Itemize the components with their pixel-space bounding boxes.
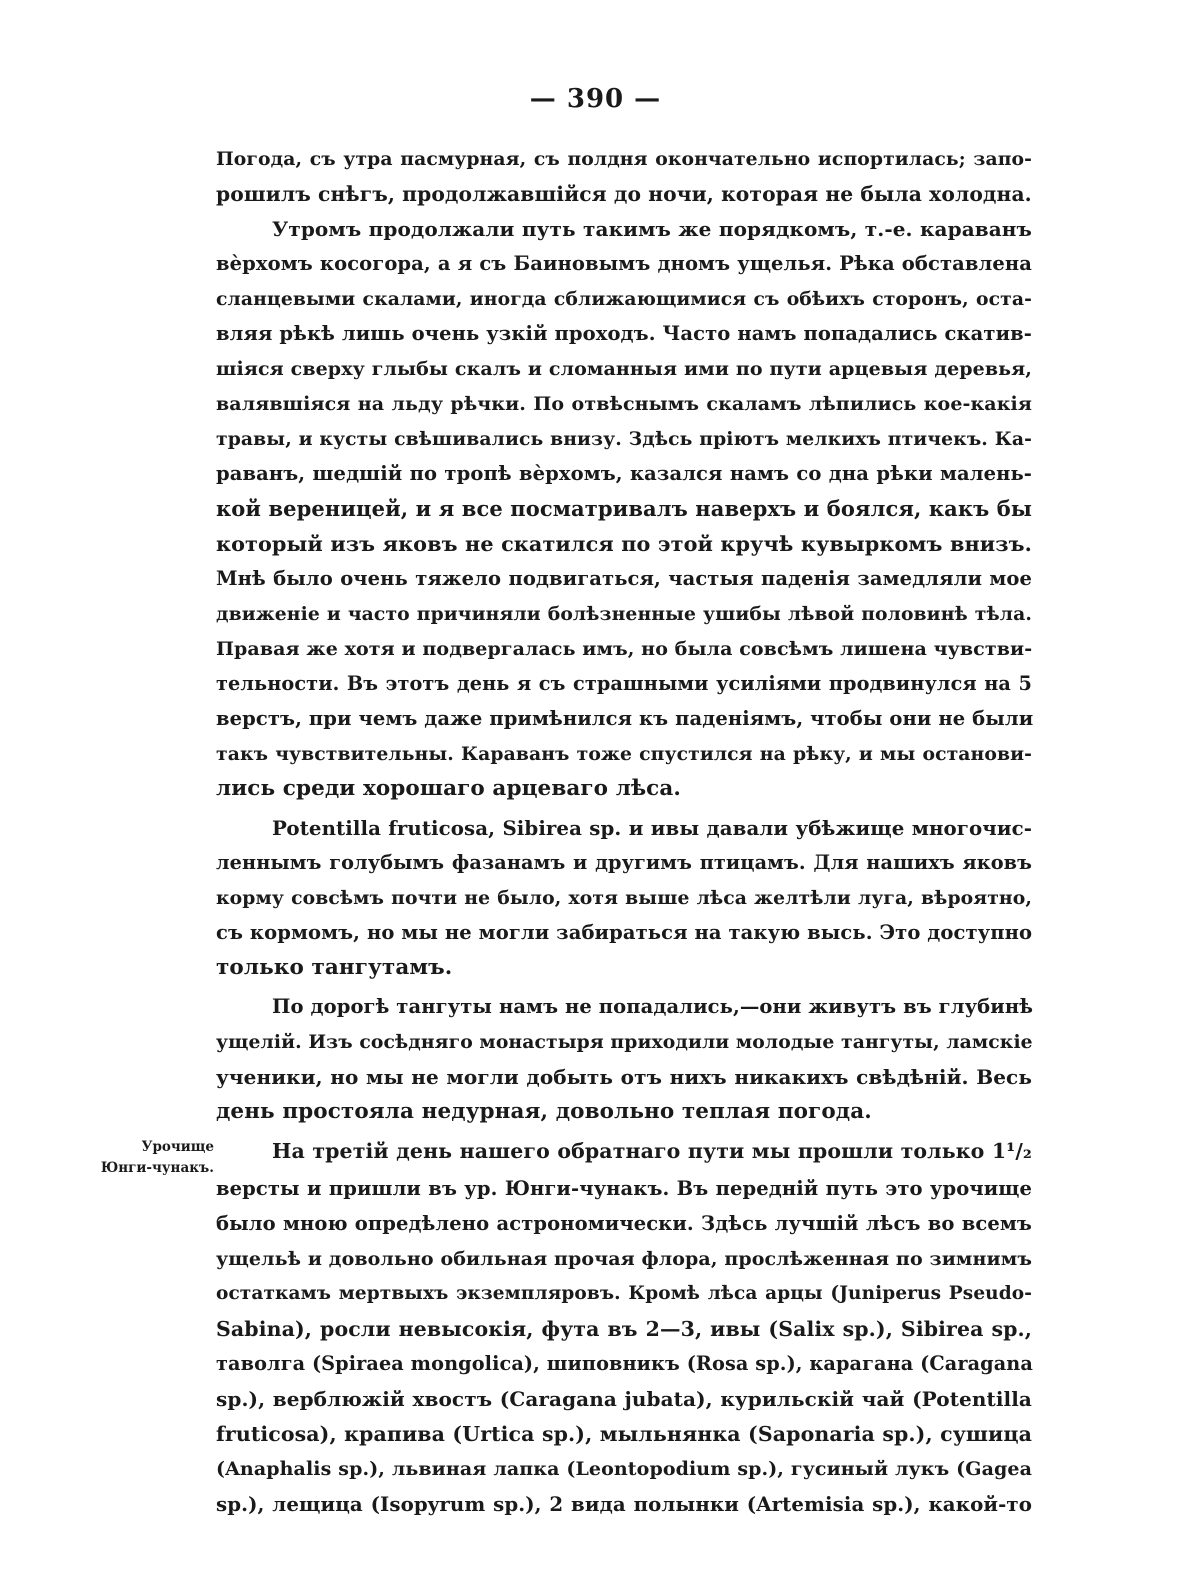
text-line: Мнѣ было очень тяжело подвигаться, частыя паденія замедляли мое xyxy=(216,567,1032,590)
text-line: верстъ, при чемъ даже примѣнился къ паденіямъ, чтобы они не были xyxy=(216,707,1034,730)
margin-note: Урочище xyxy=(141,1139,214,1155)
text-line: Погода, съ утра пасмурная, съ полдня окончательно испортилась; запо- xyxy=(216,148,1032,170)
text-line: ущелій. Изъ сосѣдняго монастыря приходили молодые тангуты, ламскіе xyxy=(216,1031,1033,1053)
text-line: было мною опредѣлено астрономически. Здѣсь лучшій лѣсъ во всемъ xyxy=(216,1212,1032,1235)
text-line: шіяся сверху глыбы скалъ и сломанныя ими по пути арцевыя деревья, xyxy=(216,358,1032,380)
text-line: только тангутамъ. xyxy=(216,955,453,980)
text-line: fruticosa), крапива (Urtica sp.), мыльнянка (Saponaria sp.), сушица xyxy=(216,1422,1032,1446)
text-line: съ кормомъ, но мы не могли забираться на такую высь. Это доступно xyxy=(216,921,1033,944)
text-line: движеніе и часто причиняли болѣзненные ушибы лѣвой половинѣ тѣла. xyxy=(216,603,1032,625)
margin-note: Юнги-чунакъ. xyxy=(100,1160,214,1176)
text-line: валявшіяся на льду рѣчки. По отвѣснымъ скаламъ лѣпились кое-какія xyxy=(216,393,1032,415)
text-line: ущельѣ и довольно обильная прочая флора, прослѣженная по зимнимъ xyxy=(216,1248,1032,1270)
text-line: такъ чувствительны. Караванъ тоже спустился на рѣку, и мы останови- xyxy=(216,743,1032,765)
text-line: раванъ, шедшій по тропѣ вѐрхомъ, казался намъ со дна рѣки малень- xyxy=(216,462,1032,485)
text-line: sp.), верблюжій хвостъ (Caragana jubata), курильскій чай (Potentilla xyxy=(216,1387,1032,1411)
text-line: Утромъ продолжали путь такимъ же порядкомъ, т.-е. караванъ xyxy=(272,217,1032,241)
text-line: остаткамъ мертвыхъ экземпляровъ. Кромѣ лѣса арцы (Juniperus Pseudo- xyxy=(216,1283,1032,1304)
text-line: Sabina), росли невысокія, фута въ 2—3, ивы (Salix sp.), Sibirea sp., xyxy=(216,1317,1032,1341)
text-line: По дорогѣ тангуты намъ не попадались,—они живутъ въ глубинѣ xyxy=(272,995,1034,1018)
text-line: таволга (Spiraea mongolica), шиповникъ (Rosa sp.), карагана (Caragana xyxy=(216,1352,1033,1375)
text-line: Правая же хотя и подвергалась имъ, но была совсѣмъ лишена чувстви- xyxy=(216,638,1033,660)
text-line: лись среди хорошаго арцеваго лѣса. xyxy=(216,776,681,801)
text-line: тельности. Въ этотъ день я съ страшными усиліями продвинулся на 5 xyxy=(216,672,1032,695)
text-line: сланцевыми скалами, иногда сближающимися съ обѣихъ сторонъ, оста- xyxy=(216,288,1032,310)
text-line: рошилъ снѣгъ, продолжавшійся до ночи, которая не была холодна. xyxy=(216,182,1032,206)
text-line: ученики, но мы не могли добыть отъ нихъ никакихъ свѣдѣній. Весь xyxy=(216,1065,1032,1089)
text-line: версты и пришли въ ур. Юнги-чунакъ. Въ передній путь это урочище xyxy=(216,1177,1032,1200)
text-line: который изъ яковъ не скатился по этой кручѣ кувыркомъ внизъ. xyxy=(216,532,1032,556)
text-line: вѐрхомъ косогора, а я съ Баиновымъ дномъ ущелья. Рѣка обставлена xyxy=(216,252,1032,275)
text-line: кой вереницей, и я все посматривалъ наверхъ и боялся, какъ бы xyxy=(216,496,1032,521)
text-line: На третій день нашего обратнаго пути мы прошли только 1¹/₂ xyxy=(272,1139,1032,1163)
page-number: — 390 — xyxy=(529,84,662,114)
text-line: Potentilla fruticosa, Sibirea sp. и ивы давали убѣжище многочис- xyxy=(272,816,1032,840)
text-line: леннымъ голубымъ фазанамъ и другимъ птицамъ. Для нашихъ яковъ xyxy=(216,851,1032,874)
text-line: травы, и кусты свѣшивались внизу. Здѣсь пріютъ мелкихъ птичекъ. Ка- xyxy=(216,428,1032,450)
text-line: корму совсѣмъ почти не было, хотя выше лѣса желтѣли луга, вѣроятно, xyxy=(216,887,1032,909)
text-line: день простояла недурная, довольно теплая погода. xyxy=(216,1099,872,1124)
text-line: sp.), лещица (Isopyrum sp.), 2 вида полынки (Artemisia sp.), какой-то xyxy=(216,1492,1032,1516)
text-line: вляя рѣкѣ лишь очень узкій проходъ. Часто намъ попадались скатив- xyxy=(216,322,1032,345)
text-line: (Anaphalis sp.), львиная лапка (Leontopodium sp.), гусиный лукъ (Gagea xyxy=(216,1458,1032,1480)
